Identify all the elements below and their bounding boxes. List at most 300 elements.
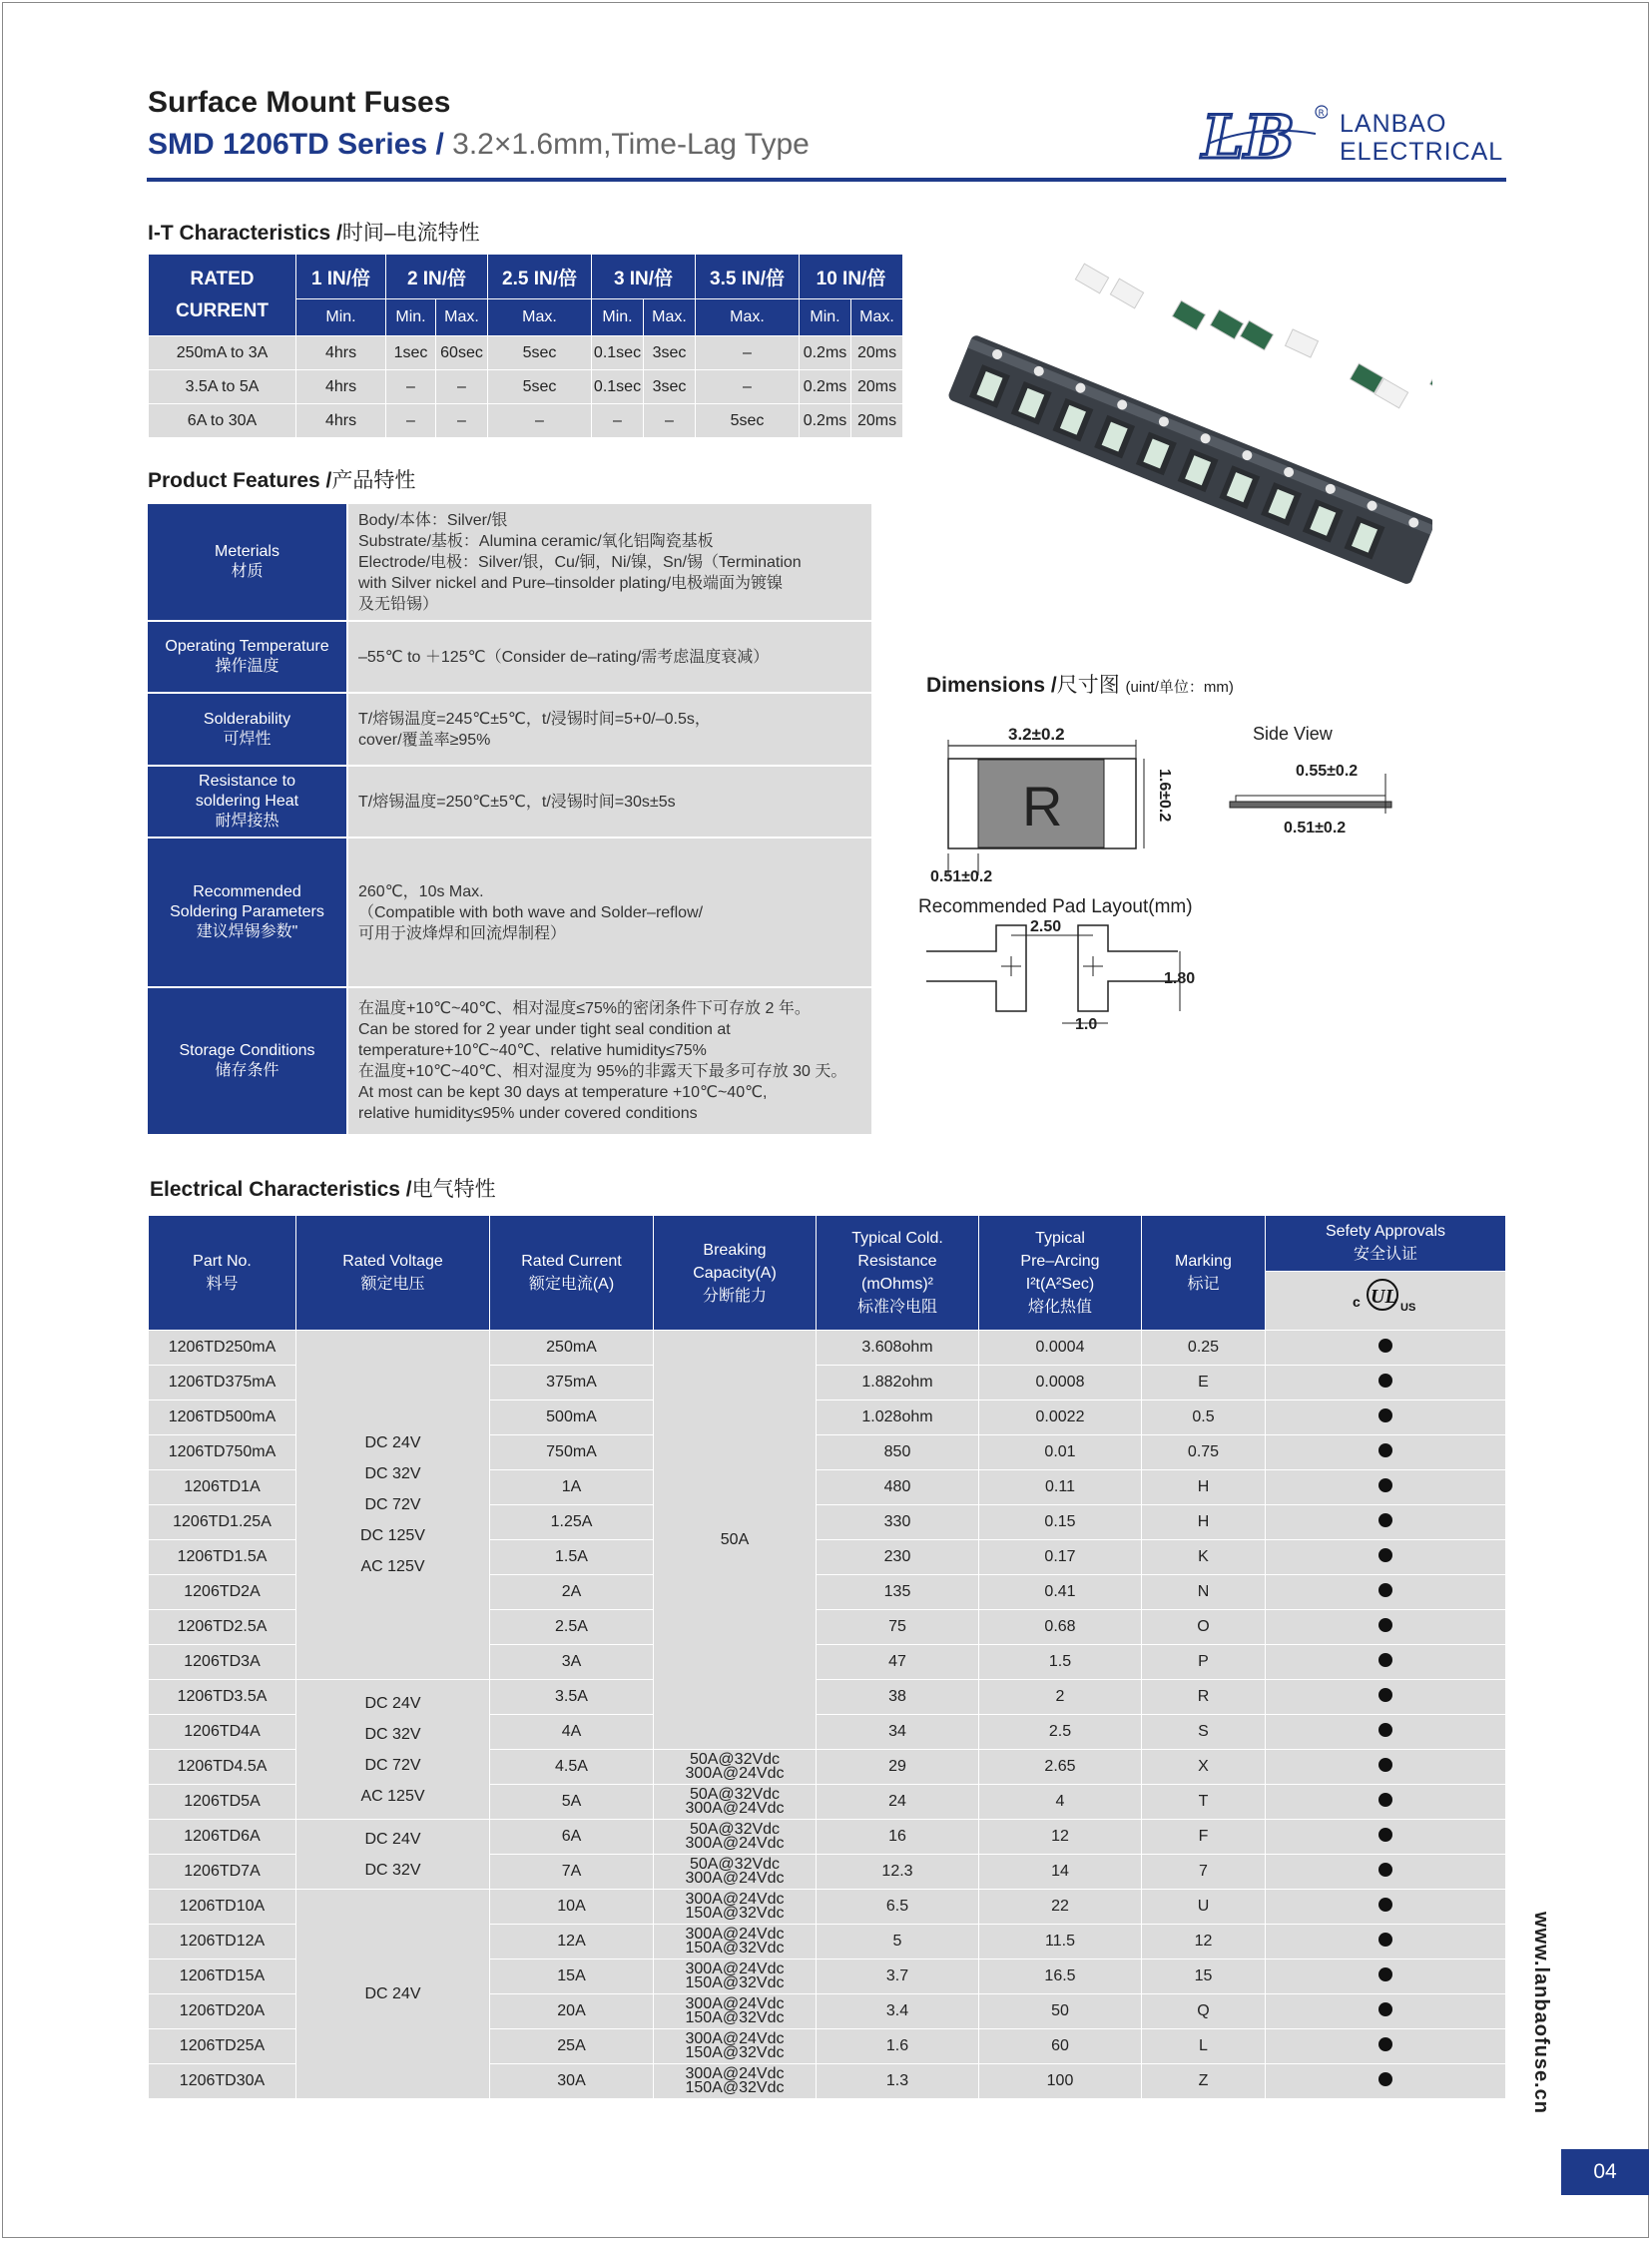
approval-dot-icon: [1378, 1618, 1392, 1632]
key-cn: 储存条件: [215, 1062, 279, 1079]
value-line: with Silver nickel and Pure–tinsolder plating/电极端面为镀镍: [358, 574, 784, 592]
loose-fuse-parts: [1075, 264, 1432, 408]
table-row: [149, 1680, 1506, 1715]
cell-resistance: 24: [817, 1785, 979, 1820]
cell-i2t: 14: [979, 1855, 1142, 1890]
approval-dot-icon: [1378, 1653, 1392, 1667]
it-cell: –: [386, 370, 436, 404]
breaking-line: 300A@24Vdc: [685, 1891, 785, 1908]
cell-approval: [1266, 2064, 1506, 2099]
key-en: Solderability: [203, 710, 291, 728]
it-cell: 5sec: [696, 404, 800, 438]
cell-resistance: 1.3: [817, 2064, 979, 2099]
cell-marking: 12: [1142, 1925, 1266, 1960]
cell-part: 1206TD1.25A: [149, 1505, 296, 1540]
approval-dot-icon: [1378, 1688, 1392, 1702]
value-line: 在温度+10℃~40℃、相对湿度为 95%的非露天下最多可存放 30 天。: [358, 1063, 847, 1080]
breaking-line: 300A@24Vdc: [685, 1765, 785, 1782]
breaking-line: 300A@24Vdc: [685, 1870, 785, 1887]
value-line: 及无铅锡）: [358, 595, 439, 613]
it-cell: –: [592, 404, 644, 438]
cell-current: 2.5A: [490, 1610, 654, 1645]
h-en: Rated Voltage: [342, 1253, 443, 1270]
cell-marking: 15: [1142, 1960, 1266, 1994]
feature-value-materials: [347, 504, 871, 621]
cell-breaking: [654, 1785, 817, 1820]
it-cell: –: [696, 370, 800, 404]
table-row: [149, 1890, 1506, 1925]
h-en: Pre–Arcing: [1020, 1253, 1100, 1270]
pad-height: 1.80: [1164, 970, 1196, 987]
it-title-cn: 时间–电流特性: [341, 222, 480, 245]
h-en: (mOhms)²: [861, 1276, 933, 1293]
it-col-2in: 2 IN/倍: [386, 255, 488, 299]
key-cn: 材质: [231, 563, 264, 580]
approval-dot-icon: [1378, 1583, 1392, 1597]
approval-dot-icon: [1378, 1793, 1392, 1807]
it-cell: –: [436, 370, 488, 404]
logo-line2: ELECTRICAL: [1340, 138, 1504, 166]
it-section-title: [148, 217, 480, 247]
cell-current: 4.5A: [490, 1750, 654, 1785]
dimension-drawing: [918, 714, 1457, 1043]
cell-i2t: 1.5: [979, 1645, 1142, 1680]
approval-dot-icon: [1378, 2002, 1392, 2016]
feature-value-storage: [347, 987, 871, 1135]
key-en: soldering Heat: [195, 793, 299, 810]
cell-i2t: 0.0022: [979, 1401, 1142, 1435]
cell-resistance: 5: [817, 1925, 979, 1960]
cell-current: 12A: [490, 1925, 654, 1960]
it-col-10in: 10 IN/倍: [800, 255, 903, 299]
dim-end: 0.51±0.2: [930, 868, 993, 885]
feature-key-materials: [148, 504, 347, 621]
it-cell: 20ms: [851, 370, 903, 404]
company-logo: [1198, 104, 1507, 168]
cell-i2t: 16.5: [979, 1960, 1142, 1994]
feature-value-optemp: –55℃ to ＋125℃（Consider de–rating/需考虑温度衰减）: [347, 621, 871, 693]
cell-i2t: 0.0004: [979, 1331, 1142, 1366]
product-photo: [923, 250, 1432, 619]
cell-i2t: 50: [979, 1994, 1142, 2029]
value-line: 在温度+10℃~40℃、相对湿度≤75%的密闭条件下可存放 2 年。: [358, 1000, 811, 1017]
cell-resistance: 1.882ohm: [817, 1366, 979, 1401]
series-desc: 3.2×1.6mm,Time-Lag Type: [452, 128, 810, 161]
cell-resistance: 75: [817, 1610, 979, 1645]
cell-breaking-common: 50A: [654, 1331, 817, 1750]
cell-voltage-group-1: [296, 1331, 490, 1680]
voltage-line: DC 24V: [364, 1694, 421, 1712]
approval-dot-icon: [1378, 1723, 1392, 1737]
approval-dot-icon: [1378, 1863, 1392, 1877]
cell-current: 500mA: [490, 1401, 654, 1435]
cell-resistance: 6.5: [817, 1890, 979, 1925]
cell-marking: 0.5: [1142, 1401, 1266, 1435]
cell-part: 1206TD30A: [149, 2064, 296, 2099]
cell-part: 1206TD4A: [149, 1715, 296, 1750]
cell-i2t: 11.5: [979, 1925, 1142, 1960]
it-subcol: Max.: [851, 299, 903, 336]
cell-resistance: 12.3: [817, 1855, 979, 1890]
value-line: cover/覆盖率≥95%: [358, 731, 491, 749]
cell-part: 1206TD25A: [149, 2029, 296, 2064]
cul-us-icon: [1351, 1277, 1420, 1317]
key-en: Storage Conditions: [179, 1042, 315, 1059]
breaking-line: 150A@32Vdc: [685, 2079, 785, 2096]
fuse-marking: R: [1022, 775, 1063, 838]
cell-resistance: 16: [817, 1820, 979, 1855]
breaking-line: 150A@32Vdc: [685, 1940, 785, 1957]
value-line: At most can be kept 30 days at temperature +10℃~40℃,: [358, 1084, 768, 1101]
cell-marking: U: [1142, 1890, 1266, 1925]
h-en: Part No.: [193, 1253, 252, 1270]
cell-part: 1206TD250mA: [149, 1331, 296, 1366]
it-subcol: Min.: [386, 299, 436, 336]
cell-part: 1206TD10A: [149, 1890, 296, 1925]
cell-approval: [1266, 1331, 1506, 1366]
voltage-line: DC 32V: [364, 1861, 421, 1879]
approval-dot-icon: [1378, 1478, 1392, 1492]
voltage-line: DC 24V: [364, 1830, 421, 1848]
cell-part: 1206TD3.5A: [149, 1680, 296, 1715]
feature-value-recom: [347, 838, 871, 987]
breaking-line: 300A@24Vdc: [685, 1800, 785, 1817]
cell-approval: [1266, 1750, 1506, 1785]
cell-current: 1.25A: [490, 1505, 654, 1540]
value-line: 可用于波烽焊和回流焊制程）: [358, 924, 567, 942]
h-cn: 额定电流(A): [528, 1276, 615, 1293]
cell-i2t: 0.68: [979, 1610, 1142, 1645]
it-cell: 3.5A to 5A: [149, 370, 296, 404]
series-name: SMD 1206TD Series /: [148, 128, 444, 161]
cell-approval: [1266, 1470, 1506, 1505]
cell-i2t: 100: [979, 2064, 1142, 2099]
cell-current: 750mA: [490, 1435, 654, 1470]
cell-marking: R: [1142, 1680, 1266, 1715]
cell-approval: [1266, 1435, 1506, 1470]
voltage-line: DC 32V: [364, 1725, 421, 1743]
voltage-line: DC 32V: [364, 1465, 421, 1482]
breaking-line: 150A@32Vdc: [685, 2009, 785, 2026]
value-line: Electrode/电极：Silver/银，Cu/铜，Ni/镍，Sn/锡（Termination: [358, 553, 802, 571]
it-cell: 0.1sec: [592, 370, 644, 404]
key-cn: 可焊性: [223, 730, 272, 748]
cell-resistance: 135: [817, 1575, 979, 1610]
cell-current: 375mA: [490, 1366, 654, 1401]
voltage-line: DC 72V: [364, 1496, 421, 1513]
value-line: temperature+10℃~40℃、relative humidity≤75%: [358, 1042, 707, 1059]
cell-current: 1.5A: [490, 1540, 654, 1575]
cell-part: 1206TD375mA: [149, 1366, 296, 1401]
cell-voltage-group-4: [296, 1890, 490, 2099]
h-en: Breaking: [703, 1241, 767, 1259]
value-line: T/熔锡温度=245℃±5℃，t/浸锡时间=5+0/–0.5s，: [358, 710, 711, 728]
page-title: Surface Mount Fuses: [148, 86, 451, 119]
cell-marking: L: [1142, 2029, 1266, 2064]
it-cell: 250mA to 3A: [149, 336, 296, 370]
it-cell: 6A to 30A: [149, 404, 296, 438]
dims-title-cn: 尺寸图: [1056, 674, 1120, 697]
cell-approval: [1266, 1540, 1506, 1575]
voltage-line: DC 24V: [364, 1434, 421, 1451]
cell-part: 1206TD12A: [149, 1925, 296, 1960]
h-en: Resistance: [857, 1253, 937, 1270]
h-cn: 熔化热值: [1027, 1299, 1092, 1316]
col-part: [149, 1216, 296, 1331]
cell-part: 1206TD15A: [149, 1960, 296, 1994]
cell-i2t: 0.11: [979, 1470, 1142, 1505]
h-cn: 标记: [1187, 1276, 1220, 1293]
svg-text:c: c: [1353, 1294, 1361, 1311]
voltage-line: AC 125V: [360, 1558, 425, 1575]
cell-part: 1206TD3A: [149, 1645, 296, 1680]
pad-layout-title: Recommended Pad Layout(mm): [918, 896, 1193, 917]
page-number: 04: [1561, 2149, 1649, 2195]
cell-current: 4A: [490, 1715, 654, 1750]
breaking-line: 50A@32Vdc: [689, 1856, 781, 1873]
it-cell: 4hrs: [296, 336, 386, 370]
cell-i2t: 2: [979, 1680, 1142, 1715]
it-cell: 0.2ms: [800, 336, 851, 370]
cell-approval: [1266, 1680, 1506, 1715]
header-rule: [147, 178, 1506, 182]
col-curr: [490, 1216, 654, 1331]
cell-part: 1206TD20A: [149, 1994, 296, 2029]
approval-dot-icon: [1378, 1898, 1392, 1912]
feature-key-recom: [148, 838, 347, 987]
cell-current: 250mA: [490, 1331, 654, 1366]
cell-marking: E: [1142, 1366, 1266, 1401]
it-cell: 3sec: [644, 336, 696, 370]
cell-approval: [1266, 1855, 1506, 1890]
h-cn: 额定电压: [360, 1276, 425, 1293]
breaking-line: 150A@32Vdc: [685, 2044, 785, 2061]
cell-marking: S: [1142, 1715, 1266, 1750]
col-i2t: [979, 1216, 1142, 1331]
value-line: Substrate/基板：Alumina ceramic/氧化铝陶瓷基板: [358, 532, 714, 550]
cell-approval: [1266, 1610, 1506, 1645]
approval-dot-icon: [1378, 1828, 1392, 1842]
cell-breaking: [654, 1994, 817, 2029]
it-subcol: Min.: [800, 299, 851, 336]
cell-breaking: [654, 2064, 817, 2099]
elec-title-en: Electrical Characteristics /: [150, 1178, 412, 1201]
cell-i2t: 0.15: [979, 1505, 1142, 1540]
cell-i2t: 12: [979, 1820, 1142, 1855]
cell-breaking: [654, 1925, 817, 1960]
side-end: 0.51±0.2: [1284, 820, 1347, 837]
side-height: 0.55±0.2: [1296, 763, 1359, 780]
it-table: [148, 254, 903, 438]
lb-logo-mark: [1198, 104, 1328, 168]
h-cn: 料号: [206, 1276, 239, 1293]
cell-resistance: 230: [817, 1540, 979, 1575]
feature-key-resist: [148, 766, 347, 838]
features-section-title: [148, 464, 415, 494]
cell-resistance: 3.4: [817, 1994, 979, 2029]
cell-current: 3.5A: [490, 1680, 654, 1715]
cell-marking: 0.75: [1142, 1435, 1266, 1470]
breaking-line: 150A@32Vdc: [685, 1974, 785, 1991]
key-cn: 操作温度: [215, 658, 279, 675]
breaking-line: 300A@24Vdc: [685, 1926, 785, 1943]
cell-breaking: [654, 2029, 817, 2064]
cell-breaking: [654, 1820, 817, 1855]
breaking-line: 300A@24Vdc: [685, 1995, 785, 2012]
rated-current-header: [149, 255, 296, 336]
voltage-line: DC 125V: [360, 1527, 425, 1544]
approval-dot-icon: [1378, 2072, 1392, 2086]
it-cell: 1sec: [386, 336, 436, 370]
approval-dot-icon: [1378, 1967, 1392, 1981]
h-cn: 标准冷电阻: [856, 1299, 937, 1316]
cell-current: 6A: [490, 1820, 654, 1855]
cell-marking: Q: [1142, 1994, 1266, 2029]
cell-part: 1206TD1.5A: [149, 1540, 296, 1575]
dim-width: 1.6±0.2: [1156, 769, 1173, 823]
it-cell: –: [488, 404, 592, 438]
key-en: Operating Temperature: [165, 638, 329, 655]
cell-breaking: [654, 1750, 817, 1785]
approval-dot-icon: [1378, 1758, 1392, 1772]
logo-mark-text: LB: [1202, 104, 1295, 168]
h-cn: 分断能力: [702, 1287, 767, 1305]
cell-i2t: 0.01: [979, 1435, 1142, 1470]
voltage-line: DC 72V: [364, 1756, 421, 1774]
pad-gap: 2.50: [1030, 918, 1062, 935]
breaking-line: 300A@24Vdc: [685, 2030, 785, 2047]
cell-approval: [1266, 1994, 1506, 2029]
approval-dot-icon: [1378, 1339, 1392, 1353]
svg-text:R: R: [1318, 109, 1325, 119]
cell-marking: Z: [1142, 2064, 1266, 2099]
cell-i2t: 0.41: [979, 1575, 1142, 1610]
cell-i2t: 2.5: [979, 1715, 1142, 1750]
elec-section-title: [150, 1173, 496, 1203]
cell-marking: H: [1142, 1505, 1266, 1540]
it-cell: 4hrs: [296, 370, 386, 404]
cell-approval: [1266, 1890, 1506, 1925]
cell-approval: [1266, 1785, 1506, 1820]
cell-approval: [1266, 2029, 1506, 2064]
cell-part: 1206TD4.5A: [149, 1750, 296, 1785]
it-cell: 5sec: [488, 370, 592, 404]
h-en: Typical: [1035, 1230, 1085, 1247]
it-cell: 0.2ms: [800, 404, 851, 438]
elec-title-cn: 电气特性: [411, 1178, 496, 1201]
it-subcol: Max.: [488, 299, 592, 336]
cell-marking: H: [1142, 1470, 1266, 1505]
it-subcol: Max.: [696, 299, 800, 336]
cell-marking: T: [1142, 1785, 1266, 1820]
cell-marking: P: [1142, 1645, 1266, 1680]
svg-text:UL: UL: [1371, 1286, 1397, 1309]
it-subcol: Min.: [592, 299, 644, 336]
cell-marking: K: [1142, 1540, 1266, 1575]
breaking-line: 300A@24Vdc: [685, 1835, 785, 1852]
cell-approval: [1266, 1820, 1506, 1855]
pad-width: 1.0: [1075, 1016, 1098, 1033]
feature-value-solder: [347, 693, 871, 766]
it-row: [149, 336, 903, 370]
electrical-table: [148, 1215, 1506, 2099]
it-cell: 0.1sec: [592, 336, 644, 370]
it-row: [149, 370, 903, 404]
value-line: 260℃，10s Max.: [358, 882, 484, 900]
voltage-line: DC 24V: [364, 1985, 421, 2002]
h-en: Rated Current: [521, 1253, 622, 1270]
cell-current: 20A: [490, 1994, 654, 2029]
it-cell: 3sec: [644, 370, 696, 404]
col-volt: [296, 1216, 490, 1331]
value-line: relative humidity≤95% under covered conditions: [358, 1105, 698, 1122]
cell-current: 2A: [490, 1575, 654, 1610]
feature-key-storage: [148, 987, 347, 1135]
it-cell: –: [436, 404, 488, 438]
svg-text:US: US: [1400, 1302, 1416, 1315]
cell-i2t: 0.17: [979, 1540, 1142, 1575]
col-res: [817, 1216, 979, 1331]
cell-approval: [1266, 1366, 1506, 1401]
key-cn: 建议焊锡参数": [196, 923, 298, 940]
current-label: CURRENT: [176, 299, 269, 321]
it-cell: 5sec: [488, 336, 592, 370]
it-row: [149, 404, 903, 438]
cell-approval: [1266, 1645, 1506, 1680]
cell-current: 30A: [490, 2064, 654, 2099]
col-break: [654, 1216, 817, 1331]
it-cell: –: [644, 404, 696, 438]
feature-value-resist: T/熔锡温度=250℃±5℃，t/浸锡时间=30s±5s: [347, 766, 871, 838]
cell-approval: [1266, 1575, 1506, 1610]
cell-part: 1206TD5A: [149, 1785, 296, 1820]
it-cell: 0.2ms: [800, 370, 851, 404]
cell-resistance: 3.608ohm: [817, 1331, 979, 1366]
key-en: Meterials: [215, 543, 279, 560]
it-cell: 20ms: [851, 336, 903, 370]
approval-dot-icon: [1378, 1548, 1392, 1562]
approval-dot-icon: [1378, 1933, 1392, 1947]
cell-current: 25A: [490, 2029, 654, 2064]
cell-current: 5A: [490, 1785, 654, 1820]
cell-i2t: 22: [979, 1890, 1142, 1925]
cell-i2t: 4: [979, 1785, 1142, 1820]
cell-resistance: 850: [817, 1435, 979, 1470]
it-title-en: I-T Characteristics /: [148, 222, 342, 245]
value-line: （Compatible with both wave and Solder–reflow/: [358, 903, 704, 921]
cell-approval: [1266, 1505, 1506, 1540]
feature-key-optemp: [148, 621, 347, 693]
breaking-line: 50A@32Vdc: [689, 1821, 781, 1838]
cell-i2t: 0.0008: [979, 1366, 1142, 1401]
approval-dot-icon: [1378, 2037, 1392, 2051]
cell-voltage-group-3: [296, 1820, 490, 1890]
breaking-line: 150A@32Vdc: [685, 1905, 785, 1922]
it-col-1in: 1 IN/倍: [296, 255, 386, 299]
breaking-line: 300A@24Vdc: [685, 1961, 785, 1977]
voltage-line: AC 125V: [360, 1787, 425, 1805]
approval-dot-icon: [1378, 1408, 1392, 1422]
cell-resistance: 29: [817, 1750, 979, 1785]
cell-approval: [1266, 1401, 1506, 1435]
breaking-line: 300A@24Vdc: [685, 2065, 785, 2082]
cell-breaking: [654, 1855, 817, 1890]
h-en: Sefety Approvals: [1325, 1223, 1446, 1241]
breaking-line: 50A@32Vdc: [689, 1786, 781, 1803]
cell-marking: O: [1142, 1610, 1266, 1645]
cell-resistance: 330: [817, 1505, 979, 1540]
ul-logo: [1266, 1271, 1506, 1330]
